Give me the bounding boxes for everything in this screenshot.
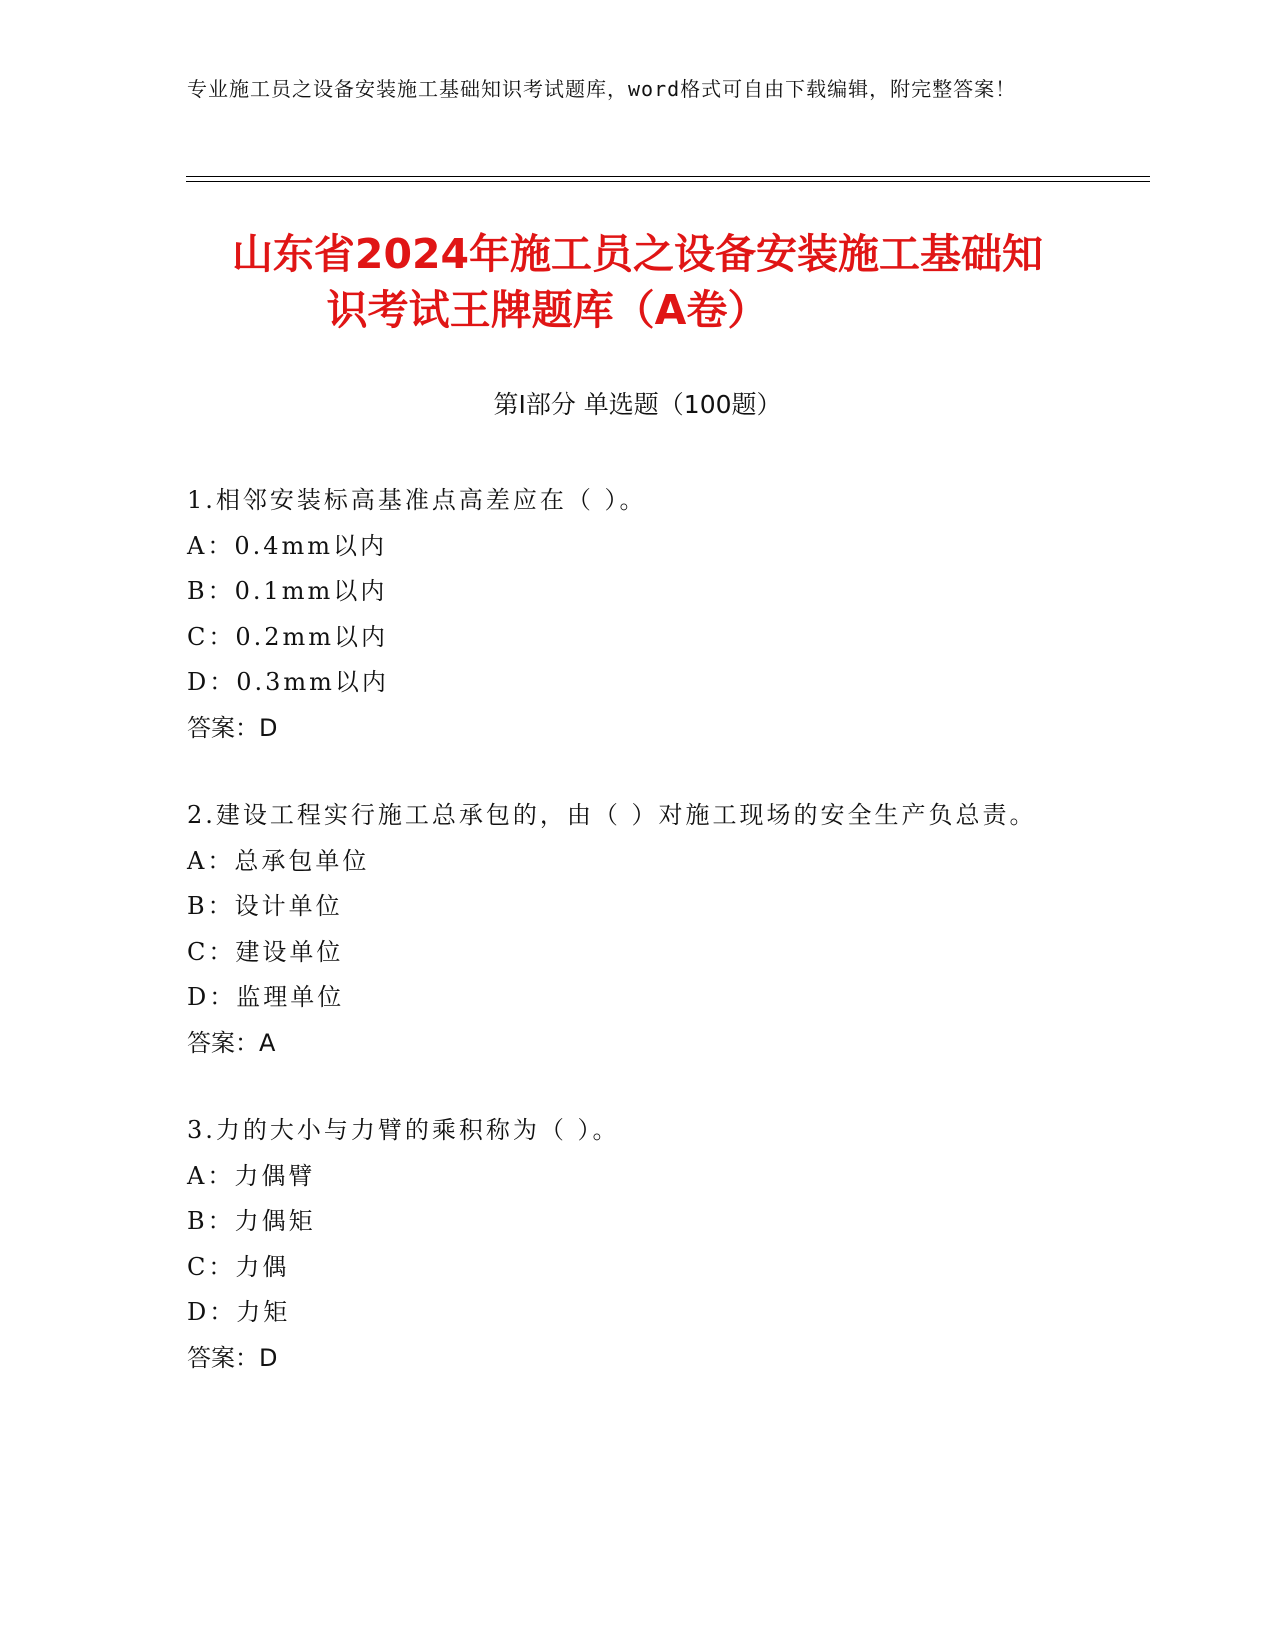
header-divider-line-secondary [186, 181, 1150, 182]
option-a: A：总承包单位 [187, 846, 370, 875]
option-d: D：0.3mm以内 [187, 668, 389, 696]
question-stem: 1.相邻安装标高基准点高差应在（ ）。 [187, 486, 647, 514]
option-a: A：力偶臂 [187, 1161, 316, 1190]
question-item [187, 478, 1087, 751]
option-a: A：0.4mm以内 [187, 531, 388, 560]
question-item [187, 793, 1087, 1066]
answer-line: 答案：A [187, 1028, 276, 1057]
document-title [150, 226, 1125, 338]
option-d: D：监理单位 [187, 983, 345, 1011]
option-c: C：建设单位 [187, 937, 344, 966]
header-divider-line [186, 176, 1150, 177]
answer-line: 答案：D [187, 1343, 278, 1372]
question-stem: 3.力的大小与力臂的乘积称为（ ）。 [187, 1116, 620, 1144]
option-c: C：0.2mm以内 [187, 622, 389, 651]
question-stem: 2.建设工程实行施工总承包的，由（ ）对施工现场的安全生产负总责。 [187, 801, 1037, 829]
question-list [187, 478, 1087, 1423]
option-b: B：0.1mm以内 [187, 577, 388, 605]
document-title-line-2: 识考试王牌题库（A卷） [326, 286, 769, 334]
option-b: B：设计单位 [187, 892, 343, 920]
document-header-note: 专业施工员之设备安装施工基础知识考试题库，word格式可自由下载编辑，附完整答案！ [187, 77, 1017, 101]
option-b: B：力偶矩 [187, 1207, 316, 1235]
answer-line: 答案：D [187, 713, 278, 742]
option-d: D：力矩 [187, 1298, 291, 1326]
section-title: 第Ⅰ部分 单选题（100题） [493, 390, 782, 419]
option-c: C：力偶 [187, 1252, 290, 1281]
document-title-line-1: 山东省2024年施工员之设备安装施工基础知 [231, 230, 1044, 278]
question-item [187, 1108, 1087, 1381]
